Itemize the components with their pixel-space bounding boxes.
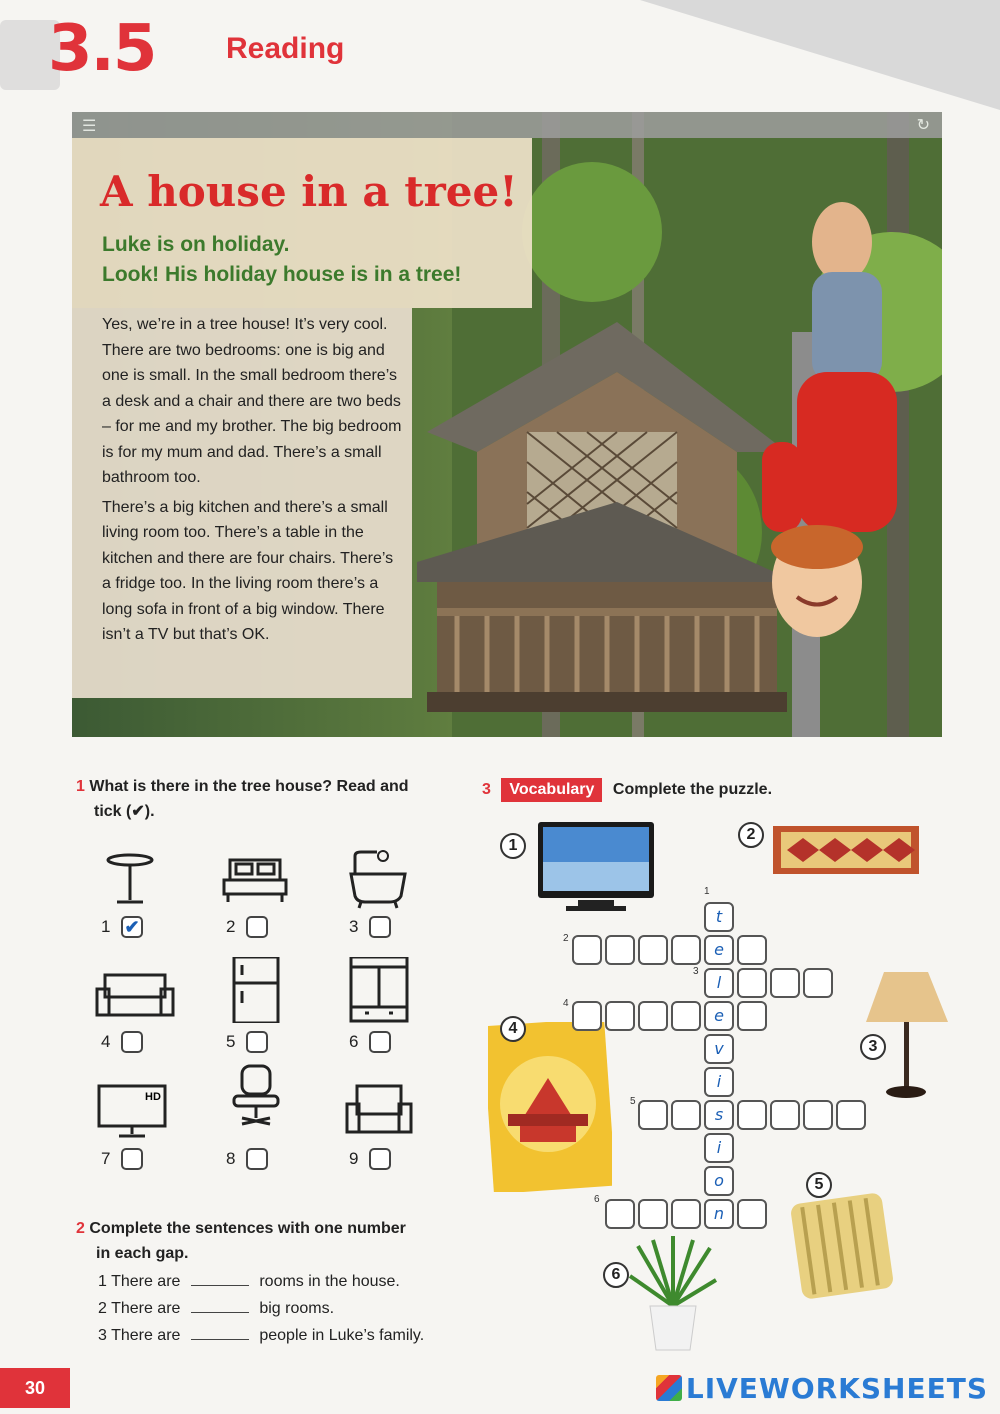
sentence-2: [98, 1299, 334, 1318]
poster-picture: [488, 1022, 612, 1192]
picture-label-2: 2: [738, 822, 764, 848]
furniture-item-1: [85, 850, 175, 960]
exercise-1-instruction-line-2: tick (✔).: [94, 803, 155, 820]
furniture-item-5: [210, 965, 300, 1075]
item-number: 1: [101, 917, 111, 936]
crossword-cell[interactable]: i: [704, 1133, 734, 1163]
wardrobe-icon: [343, 957, 413, 1023]
crossword-cell[interactable]: [671, 1199, 701, 1229]
plant-picture: [628, 1236, 718, 1354]
sentence-start: There are: [111, 1273, 181, 1290]
page-corner-decoration: [640, 0, 1000, 110]
brand-name: LIVEWORKSHEETS: [685, 1372, 988, 1405]
boy-hanging-image: [722, 202, 922, 702]
section-title: Reading: [226, 32, 345, 65]
chair-icon: [220, 1062, 290, 1132]
crossword-cell[interactable]: [572, 935, 602, 965]
crossword-cell[interactable]: n: [704, 1199, 734, 1229]
furniture-item-2: [210, 850, 300, 960]
story-paragraph-1: Yes, we’re in a tree house! It’s very cool. There are two bedrooms: one is big and one is small. In the small bedroom there’s a desk and a chair and there are two beds – for me and my brother. The big bedroom is for my mum and dad. There’s a small bathroom too.: [102, 316, 402, 486]
subtitle-line-2: Look! His holiday house is in a tree!: [102, 263, 462, 286]
furniture-item-3: [333, 850, 423, 960]
rug-picture: [773, 826, 919, 874]
crossword-cell[interactable]: i: [704, 1067, 734, 1097]
item-number: 2: [226, 917, 236, 936]
crossword-cell[interactable]: [605, 935, 635, 965]
furniture-item-7: [85, 1082, 175, 1192]
crossword-cell[interactable]: [737, 1001, 767, 1031]
crossword-cell[interactable]: [671, 1100, 701, 1130]
furniture-item-4: [85, 965, 175, 1075]
tick-box[interactable]: [369, 916, 391, 938]
fridge-icon: [220, 957, 290, 1023]
picture-label-1: 1: [500, 833, 526, 859]
vocabulary-tag: Vocabulary: [501, 778, 602, 802]
tick-box[interactable]: [121, 1148, 143, 1170]
reload-icon[interactable]: ↻: [916, 117, 930, 134]
liveworksheets-logo-icon: [656, 1375, 682, 1401]
exercise-3-instruction-text: Complete the puzzle.: [612, 781, 773, 798]
tick-box[interactable]: [369, 1148, 391, 1170]
clue-number-6: 6: [594, 1194, 600, 1205]
subtitle-line-1: Luke is on holiday.: [102, 233, 290, 256]
sentence-start: There are: [111, 1300, 181, 1317]
exercise-3-instruction: [482, 778, 772, 802]
exercise-1-instruction: [76, 774, 456, 824]
item-number: 7: [101, 1149, 111, 1168]
tv-icon: [95, 1082, 175, 1142]
page-number: 30: [0, 1368, 70, 1408]
crossword-cell[interactable]: [572, 1001, 602, 1031]
tick-box[interactable]: [246, 916, 268, 938]
picture-label-6: 6: [603, 1262, 629, 1288]
furniture-item-6: [333, 965, 423, 1075]
sentence-number: 2: [98, 1300, 107, 1317]
sofa-icon: [95, 965, 175, 1025]
clue-number-5: 5: [630, 1096, 636, 1107]
crossword-cell[interactable]: [803, 968, 833, 998]
answer-gap[interactable]: [191, 1326, 249, 1340]
picture-label-3: 3: [860, 1034, 886, 1060]
tick-box[interactable]: [369, 1031, 391, 1053]
answer-gap[interactable]: [191, 1299, 249, 1313]
item-number: 3: [349, 917, 359, 936]
tick-box[interactable]: [121, 1031, 143, 1053]
tick-box[interactable]: [246, 1148, 268, 1170]
tv-hd-label: HD: [145, 1091, 161, 1103]
story-text: [102, 312, 402, 648]
menu-icon[interactable]: ☰: [82, 118, 97, 135]
bed-icon: [220, 850, 290, 910]
exercise-2-instruction: [76, 1216, 476, 1266]
sentence-3: [98, 1326, 424, 1345]
tv-picture: [538, 822, 656, 914]
crossword-cell[interactable]: [638, 1199, 668, 1229]
story-paragraph-2: There’s a big kitchen and there’s a small living room too. There’s a table in the kitchen and there are four chairs. There’s a fridge too. In the living room there’s a long sofa in front of a big window. There isn’t a TV but that’s OK.: [102, 498, 394, 643]
sentence-number: 3: [98, 1327, 107, 1344]
cushion-picture: [788, 1190, 896, 1302]
picture-label-4: 4: [500, 1016, 526, 1042]
sentence-end: rooms in the house.: [259, 1273, 400, 1290]
clue-number-4: 4: [563, 998, 569, 1009]
crossword-cell[interactable]: [836, 1100, 866, 1130]
story-title: A house in a tree!: [100, 167, 518, 216]
crossword-cell[interactable]: [605, 1001, 635, 1031]
crossword-cell[interactable]: [737, 1100, 767, 1130]
item-number: 9: [349, 1149, 359, 1168]
clue-number-2: 2: [563, 933, 569, 944]
story-subtitle: [102, 230, 461, 290]
item-number: 5: [226, 1032, 236, 1051]
crossword-cell[interactable]: [770, 1100, 800, 1130]
crossword-cell[interactable]: v: [704, 1034, 734, 1064]
sentence-end: big rooms.: [259, 1300, 335, 1317]
crossword-cell[interactable]: [671, 935, 701, 965]
furniture-item-8: [210, 1082, 300, 1192]
furniture-item-9: [333, 1082, 423, 1192]
sentence-end: people in Luke’s family.: [259, 1327, 425, 1344]
brand-logo: [656, 1372, 988, 1405]
crossword-cell[interactable]: [770, 968, 800, 998]
crossword-cell[interactable]: [737, 968, 767, 998]
crossword-cell[interactable]: e: [704, 1001, 734, 1031]
clue-number-1: 1: [704, 886, 710, 897]
exercise-2-instruction-line-2: in each gap.: [96, 1245, 189, 1262]
crossword-cell[interactable]: [737, 1199, 767, 1229]
crossword-cell[interactable]: [803, 1100, 833, 1130]
table-icon: [95, 850, 165, 910]
bathtub-icon: [343, 850, 413, 910]
clue-number-3: 3: [693, 966, 699, 977]
tick-box[interactable]: [246, 1031, 268, 1053]
crossword-cell[interactable]: [638, 1100, 668, 1130]
picture-label-5: 5: [806, 1172, 832, 1198]
exercise-3-number: 3: [482, 781, 491, 798]
answer-gap[interactable]: [191, 1272, 249, 1286]
sentence-number: 1: [98, 1273, 107, 1290]
crossword-cell[interactable]: e: [704, 935, 734, 965]
crossword-cell[interactable]: [671, 1001, 701, 1031]
crossword-cell[interactable]: o: [704, 1166, 734, 1196]
exercise-2-instruction-line-1: Complete the sentences with one number: [89, 1220, 406, 1237]
item-number: 6: [349, 1032, 359, 1051]
item-number: 8: [226, 1149, 236, 1168]
exercise-1-instruction-line-1: What is there in the tree house? Read and: [89, 778, 409, 795]
item-number: 4: [101, 1032, 111, 1051]
crossword-cell[interactable]: [638, 1001, 668, 1031]
exercise-2-number: 2: [76, 1220, 85, 1237]
crossword-cell[interactable]: s: [704, 1100, 734, 1130]
crossword-cell[interactable]: [638, 935, 668, 965]
crossword-cell[interactable]: [605, 1199, 635, 1229]
armchair-icon: [343, 1082, 423, 1142]
reading-hero-image: [72, 112, 942, 737]
sentence-start: There are: [111, 1327, 181, 1344]
viewer-toolbar: [72, 112, 942, 138]
crossword-cell[interactable]: t: [704, 902, 734, 932]
exercise-1-number: 1: [76, 778, 85, 795]
crossword-cell[interactable]: [737, 935, 767, 965]
sentence-1: [98, 1272, 400, 1291]
tick-box[interactable]: ✔: [121, 916, 143, 938]
unit-number: 3.5: [48, 12, 156, 86]
crossword-cell[interactable]: l: [704, 968, 734, 998]
